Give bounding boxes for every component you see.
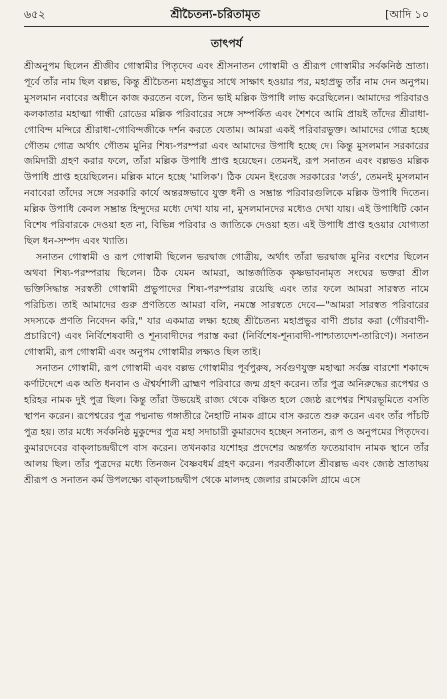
header-rule — [24, 26, 429, 27]
paragraph: সনাতন গোস্বামী, রূপ গোস্বামী এবং বল্লভ গোস্বামীর পূর্বপুরুষ, সর্বগুণযুক্ত মহাত্মা সর্বজ্ঞ বারশো শকাব্দে কর্ণাটদেশে এক অতি ধনবান ও ঐশ্বর্যশালী ব্রাহ্মণ পরিবারে জন্ম গ্রহণ করেন। তাঁর পুত্র অনিরুদ্ধের রূপেশ্বর ও হরিহর নামক দুই পুত্র ছিল। কিন্তু তাঁরা উভয়েই রাজ্য থেকে বঞ্চিত হলে জ্যেষ্ঠ রূপেশ্বর শিখরভূমিতে বসতি স্থাপন করেন। রূপেশ্বরের পুত্র পদ্মনাভ গঙ্গাতীরে নৈহাটি নামক গ্রামে বাস করতে শুরু করেন এবং তাঁর পাঁচটি পুত্র হয়। তার মধ্যে সর্বকনিষ্ঠ মুকুন্দের পুত্র মহা সদাচারী কুমারদেব হচ্ছেন সনাতন, রূপ ও অনুপমের পিতৃদেব। কুমারদেবের বাক্‌লাচন্দ্রদ্বীপে বাস করেন। তখনকার যশোহর প্রদেশের অন্তর্গত ফতেয়াবাদ নামক স্থানে তাঁর আলয় ছিল। তাঁর পুত্রদের মধ্যে তিনজন বৈষ্ণবধর্ম গ্রহণ করেন। পরবর্তীকালে শ্রীবল্লভ এবং জ্যেষ্ঠ ভ্রাতাদ্বয় শ্রীরূপ ও সনাতন কর্ম উপলক্ষ্যে বাক্‌লাচন্দ্রদ্বীপ থেকে মালদহ জেলার রামকেলি গ্রামে এসে — [24, 363, 429, 486]
page-number: ৬৫২ — [24, 8, 46, 21]
paragraph: শ্রীঅনুপম ছিলেন শ্রীজীব গোস্বামীর পিতৃদেব এবং শ্রীসনাতন গোস্বামী ও শ্রীরূপ গোস্বামীর সর্বকনিষ্ঠ ভ্রাতা। পূর্বে তাঁর নাম ছিল বল্লভ, কিন্তু শ্রীচৈতন্য মহাপ্রভুর সাথে সাক্ষাৎ হওয়ার পর, মহাপ্রভু তাঁর নাম দেন অনুপম। মুসলমান নবাবের অধীনে কাজ করতেন বলে, তিন ভাই মল্লিক উপাধি লাভ করেছিলেন। আমাদের পরিবারও কলকাতার মহাত্মা গান্ধী রোডের মল্লিক পরিবারের সঙ্গে সম্পর্কিত এবং শৈশবে আমি প্রায়ই তাঁদের শ্রীরাধা-গোবিন্দ মন্দিরে শ্রীরাধা-গোবিন্দজীকে দর্শন করতে যেতাম। আমরা একই পরিবারভুক্ত। আমাদের গোত্র হচ্ছে গৌতম গোত্র অর্থাৎ গৌতম মুনির শিষ্য-পরম্পরা এবং আমাদের উপাধি হচ্ছে দে। কিন্তু মুসলমান সরকারের জমিদারী গ্রহণ করার ফলে, তাঁরা মল্লিক উপাধি প্রাপ্ত হয়েছেন। তেমনই, রূপ সনাতন এবং বল্লভও মল্লিক উপাধি প্রাপ্ত হয়েছিলেন। মল্লিক মানে হচ্ছে 'মালিক'। ঠিক যেমন ইংরেজ সরকারের 'লর্ড', তেমনই মুসলমান নবাবেরা তাঁদের সঙ্গে সরকারি কার্যে অন্তরঙ্গভাবে যুক্ত ধনী ও সম্ভ্রান্ত পরিবারগুলিকে মল্লিক উপাধি দিতেন। মল্লিক উপাধি কেবল সম্ভ্রান্ত হিন্দুদের মধ্যে দেখা যায় না, মুসলমানদের মধ্যেও দেখা যায়। এই উপাধিটি কোন বিশেষ পরিবারকে দেওয়া হত না, বিভিন্ন পরিবার ও জাতিকে দেওয়া হত। এই উপাধি প্রাপ্ত হওয়ার যোগ্যতা ছিল ধন-সম্পদ এবং খ্যাতি। — [24, 61, 429, 247]
chapter-label: [আদি ১০ — [385, 8, 429, 21]
book-title: শ্রীচৈতন্য-চরিতামৃত — [170, 7, 260, 21]
running-header — [24, 6, 429, 24]
paragraph: সনাতন গোস্বামী ও রূপ গোস্বামী ছিলেন ভরদ্বাজ গোত্রীয়, অর্থাৎ তাঁরা ভরদ্বাজ মুনির বংশের ছিলেন অথবা শিষ্য-পরম্পরায় ছিলেন। ঠিক যেমন আমরা, আন্তর্জাতিক কৃষ্ণভাবনামৃত সংঘের ভক্তরা শ্রীল ভক্তিসিদ্ধান্ত সরস্বতী গোস্বামী প্রভুপাদের শিষ্য-পরম্পরায় রয়েছি এবং তার ফলে আমরা সারস্বত নামে পরিচিত। তাই আমাদের গুরু প্রণতিতে আমরা বলি, নমস্তে সারস্বতে দেবে—"আমরা সারস্বত পরিবারের সদস্যকে প্রণতি নিবেদন করি," যার একমাত্র লক্ষ্য হচ্ছে শ্রীচৈতন্য মহাপ্রভুর বাণী প্রচার করা (গৌরবাণী-প্রচারিণে) এবং নির্বিশেষবাদী ও শূন্যবাদীদের পরাস্ত করা (নির্বিশেষ-শূন্যবাদী-পাশ্চাত্যদেশ-তারিণে)। সনাতন গোস্বামী, রূপ গোস্বামী এবং অনুপম গোস্বামীর লক্ষ্যও ছিল তাই। — [24, 251, 429, 359]
section-title: তাৎপর্য — [210, 37, 243, 50]
